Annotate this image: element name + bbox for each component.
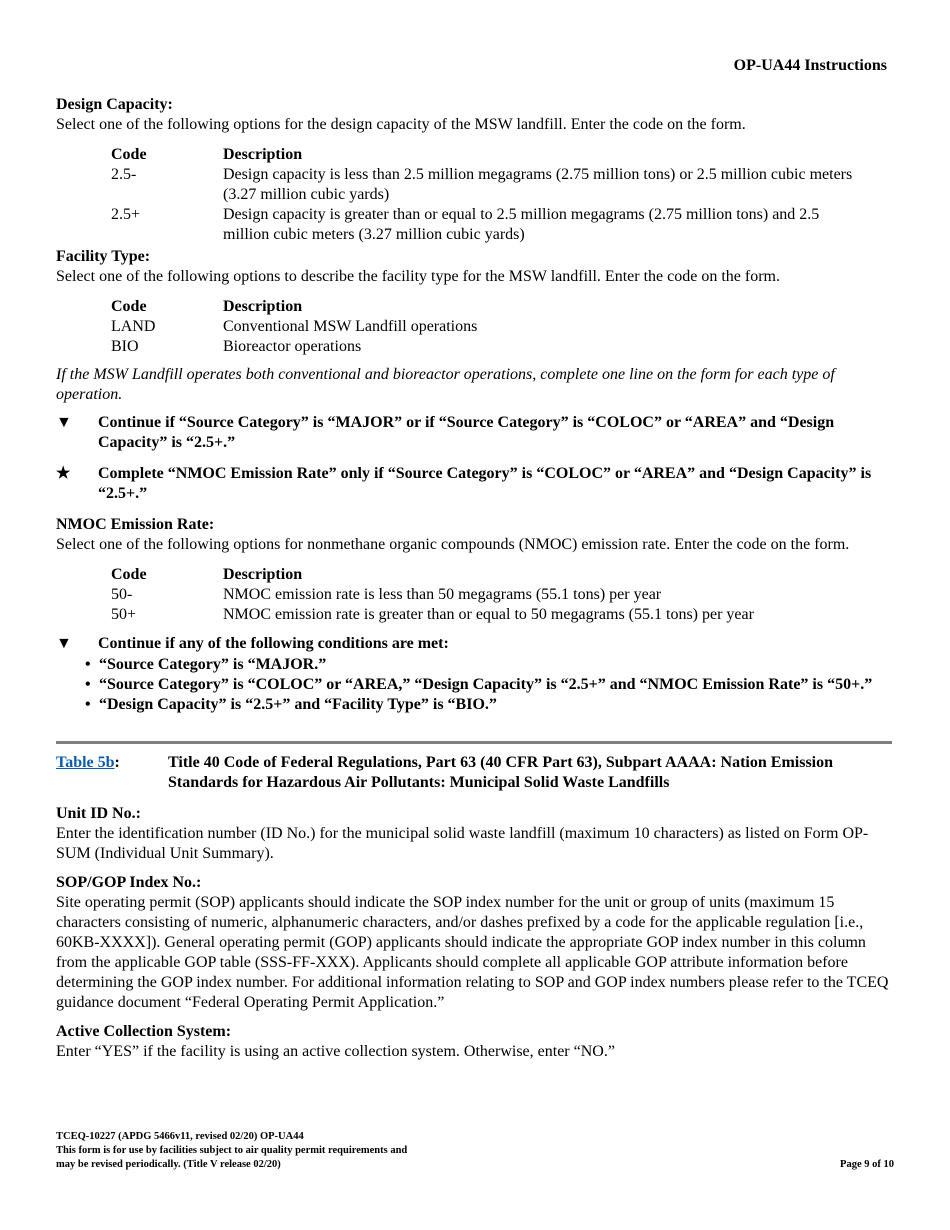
conditions-list bbox=[56, 655, 892, 715]
list-item-text: “Source Category” is “COLOC” or “AREA,” “Design Capacity” is “2.5+” and “NMOC Emission Rate” is “50+.” bbox=[99, 676, 873, 693]
facility-type-intro: Select one of the following options to describe the facility type for the MSW landfill. Enter the code on the form. bbox=[56, 268, 780, 285]
bullet-icon: • bbox=[85, 696, 91, 713]
page-footer bbox=[56, 1130, 894, 1172]
design-capacity-table bbox=[111, 145, 863, 245]
code-cell: 50- bbox=[111, 586, 133, 603]
description-cell: NMOC emission rate is greater than or equal to 50 megagrams (55.1 tons) per year bbox=[223, 606, 754, 623]
list-item bbox=[56, 695, 892, 715]
facility-type-table bbox=[111, 297, 863, 357]
list-item bbox=[56, 675, 892, 695]
description-cell: Bioreactor operations bbox=[223, 338, 362, 355]
column-header-description: Description bbox=[223, 566, 303, 583]
code-cell: 2.5+ bbox=[111, 206, 141, 223]
nmoc-table bbox=[111, 565, 863, 625]
table-5b-colon: : bbox=[114, 754, 120, 771]
page-header-title: OP-UA44 Instructions bbox=[733, 57, 887, 74]
bullet-icon: • bbox=[85, 676, 91, 693]
table-5b-label bbox=[56, 753, 168, 793]
list-item-text: “Design Capacity” is “2.5+” and “Facility Type” is “BIO.” bbox=[99, 696, 497, 713]
code-cell: 2.5- bbox=[111, 166, 137, 183]
table-5b-title-text: Title 40 Code of Federal Regulations, Part 63 (40 CFR Part 63), Subpart AAAA: Nation Emission Standards for Hazardous Air Pollutants: Municipal Solid Waste Landfills bbox=[168, 754, 834, 791]
description-cell: Conventional MSW Landfill operations bbox=[223, 318, 478, 335]
description-cell: Design capacity is greater than or equal to 2.5 million megagrams (2.75 million tons) and 2.5 million cubic meters (3.27 million cubic yards) bbox=[223, 206, 820, 243]
document-body bbox=[56, 95, 892, 1062]
instruction-text: Complete “NMOC Emission Rate” only if “Source Category” is “COLOC” or “AREA” and “Design Capacity” is “2.5+.” bbox=[98, 465, 872, 502]
star-icon: ★ bbox=[56, 465, 71, 482]
instruction-text: Continue if “Source Category” is “MAJOR” or if “Source Category” is “COLOC” or “AREA” and “Design Capacity” is “2.5+.” bbox=[98, 414, 835, 451]
nmoc-heading: NMOC Emission Rate: bbox=[56, 516, 215, 533]
column-header-code: Code bbox=[111, 566, 147, 583]
table-row bbox=[111, 605, 863, 625]
design-capacity-intro: Select one of the following options for the design capacity of the MSW landfill. Enter the code on the form. bbox=[56, 116, 746, 133]
column-header-description: Description bbox=[223, 146, 303, 163]
description-cell: Design capacity is less than 2.5 million megagrams (2.75 million tons) or 2.5 million cubic meters (3.27 million cubic yards) bbox=[223, 166, 853, 203]
instruction-complete bbox=[56, 464, 892, 504]
list-item-text: “Source Category” is “MAJOR.” bbox=[99, 656, 327, 673]
code-cell: LAND bbox=[111, 318, 156, 335]
table-row bbox=[111, 337, 863, 357]
footer-revision-note: may be revised periodically. (Title V release 02/20) bbox=[56, 1159, 281, 1170]
footer-usage-note: This form is for use by facilities subject to air quality permit requirements and bbox=[56, 1145, 408, 1156]
section-divider bbox=[56, 741, 892, 744]
sop-gop-text: Site operating permit (SOP) applicants should indicate the SOP index number for the unit or group of units (maximum 15 characters consisting of numeric, alphanumeric characters, and/or dashes prefixed by a code for the applicable regulation [i.e., 60KB-XXXX]). General operating permit (GOP) applicants should indicate the appropriate GOP index number in this column from the applicable GOP table (SSS-FF-XXX). Applicants should complete all applicable GOP attribute information before determining the GOP index number. For additional information relating to SOP and GOP index numbers please refer to the TCEQ guidance document “Federal Operating Permit Application.” bbox=[56, 894, 889, 1011]
instruction-continue bbox=[56, 413, 892, 453]
column-header-description: Description bbox=[223, 298, 303, 315]
column-header-code: Code bbox=[111, 146, 147, 163]
description-cell: NMOC emission rate is less than 50 megagrams (55.1 tons) per year bbox=[223, 586, 662, 603]
instruction-text: Continue if any of the following conditions are met: bbox=[98, 635, 449, 652]
bullet-icon: • bbox=[85, 656, 91, 673]
code-cell: 50+ bbox=[111, 606, 137, 623]
unit-id-heading: Unit ID No.: bbox=[56, 805, 141, 822]
column-header-code: Code bbox=[111, 298, 147, 315]
instruction-continue-conditions bbox=[56, 634, 892, 654]
down-triangle-icon: ▼ bbox=[56, 414, 72, 431]
sop-gop-heading: SOP/GOP Index No.: bbox=[56, 874, 202, 891]
page-number: Page 9 of 10 bbox=[840, 1159, 894, 1170]
table-5b-title bbox=[56, 753, 892, 793]
table-row bbox=[111, 205, 863, 245]
table-row bbox=[111, 317, 863, 337]
code-cell: BIO bbox=[111, 338, 139, 355]
facility-type-heading: Facility Type: bbox=[56, 248, 151, 265]
active-collection-heading: Active Collection System: bbox=[56, 1023, 232, 1040]
unit-id-text: Enter the identification number (ID No.) for the municipal solid waste landfill (maximum 10 characters) as listed on Form OP-SUM (Individual Unit Summary). bbox=[56, 825, 869, 862]
footer-form-id: TCEQ-10227 (APDG 5466v11, revised 02/20) OP-UA44 bbox=[56, 1131, 304, 1142]
design-capacity-heading: Design Capacity: bbox=[56, 96, 173, 113]
nmoc-intro: Select one of the following options for nonmethane organic compounds (NMOC) emission rate. Enter the code on the form. bbox=[56, 536, 850, 553]
list-item bbox=[56, 655, 892, 675]
active-collection-text: Enter “YES” if the facility is using an active collection system. Otherwise, enter “NO.” bbox=[56, 1043, 615, 1060]
table-row bbox=[111, 585, 863, 605]
table-row bbox=[111, 165, 863, 205]
table-5b-link[interactable]: Table 5b bbox=[56, 754, 115, 771]
down-triangle-icon: ▼ bbox=[56, 635, 72, 652]
facility-type-note: If the MSW Landfill operates both conventional and bioreactor operations, complete one line on the form for each type of operation. bbox=[56, 366, 835, 403]
